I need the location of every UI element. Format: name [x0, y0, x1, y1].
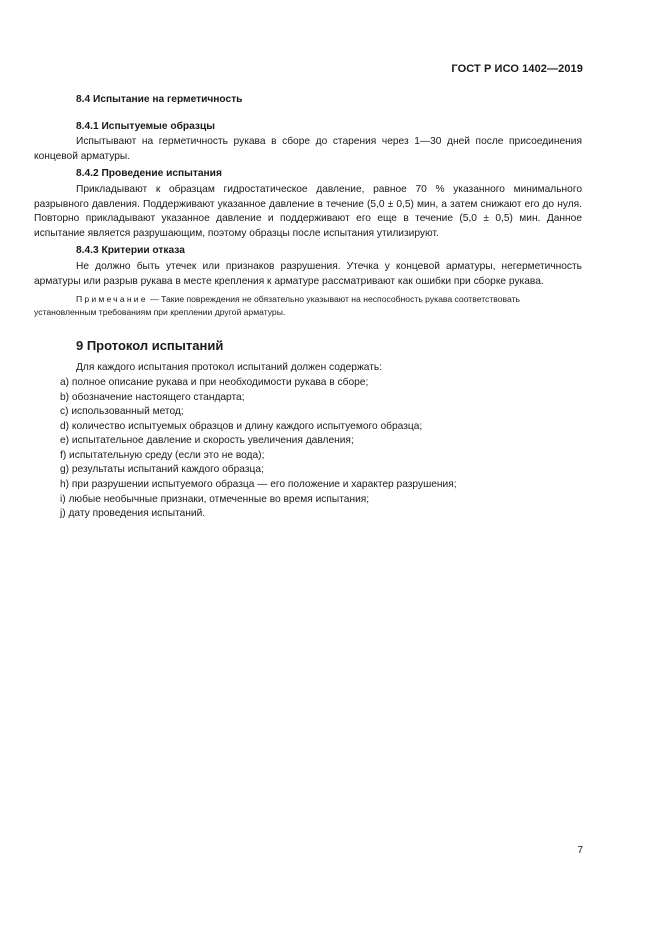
section-8-4-3-title: 8.4.3 Критерии отказа [76, 245, 185, 257]
page-content [34, 93, 582, 522]
note-label: Примечание [76, 294, 148, 305]
page-number: 7 [577, 845, 583, 856]
list-item: b) обозначение настоящего стандарта; [60, 391, 245, 403]
document-code-header: ГОСТ Р ИСО 1402—2019 [451, 63, 583, 75]
section-8-4-2-text: Прикладывают к образцам гидростатическое давление, равное 70 % указанного минимального разрывного давления. Поддерживают указанное давление в течение (5,0 ± 0,5) мин, а затем снижают его до нуля. Повторно прикладывают указанное давление и поддерживают его еще в течение (5,0 ± 0,5) мин. Данное испытание является разрушающим, поэтому образцы после испытания утилизируют. [34, 183, 582, 239]
section-9-title: 9 Протокол испытаний [76, 337, 224, 353]
note-text: — Такие повреждения не обязательно указывают на неспособность рукава соответствовать установленным требованиям при креплении другой арматуры. [34, 294, 520, 317]
section-8-4-title: 8.4 Испытание на герметичность [76, 94, 243, 105]
list-item: c) использованный метод; [60, 406, 184, 418]
list-item: e) испытательное давление и скорость увеличения давления; [60, 435, 354, 447]
list-item: f) испытательную среду (если это не вода); [60, 449, 265, 461]
list-item: a) полное описание рукава и при необходимости рукава в сборе; [60, 376, 369, 388]
list-item: g) результаты испытаний каждого образца; [60, 464, 264, 476]
section-8-4-3-text: Не должно быть утечек или признаков разрушения. Утечка у концевой арматуры, негерметичность арматуры или разрыв рукава в месте крепления к арматуре рассматривают как ошибки при сборке рукава. [34, 260, 582, 287]
section-8-4-2-title: 8.4.2 Проведение испытания [76, 168, 222, 180]
list-item: h) при разрушении испытуемого образца — его положение и характер разрушения; [60, 479, 457, 491]
report-contents-list [34, 376, 582, 522]
section-8-4-1-title: 8.4.1 Испытуемые образцы [76, 120, 215, 132]
note [34, 293, 582, 319]
list-item: j) дату проведения испытаний. [60, 508, 206, 520]
list-item: i) любые необычные признаки, отмеченные во время испытания; [60, 493, 370, 505]
list-item: d) количество испытуемых образцов и длину каждого испытуемого образца; [60, 420, 423, 432]
section-9-intro: Для каждого испытания протокол испытаний должен содержать: [76, 362, 383, 374]
section-8-4-1-text: Испытывают на герметичность рукава в сборе до старения через 1—30 дней после присоединения концевой арматуры. [34, 136, 582, 162]
